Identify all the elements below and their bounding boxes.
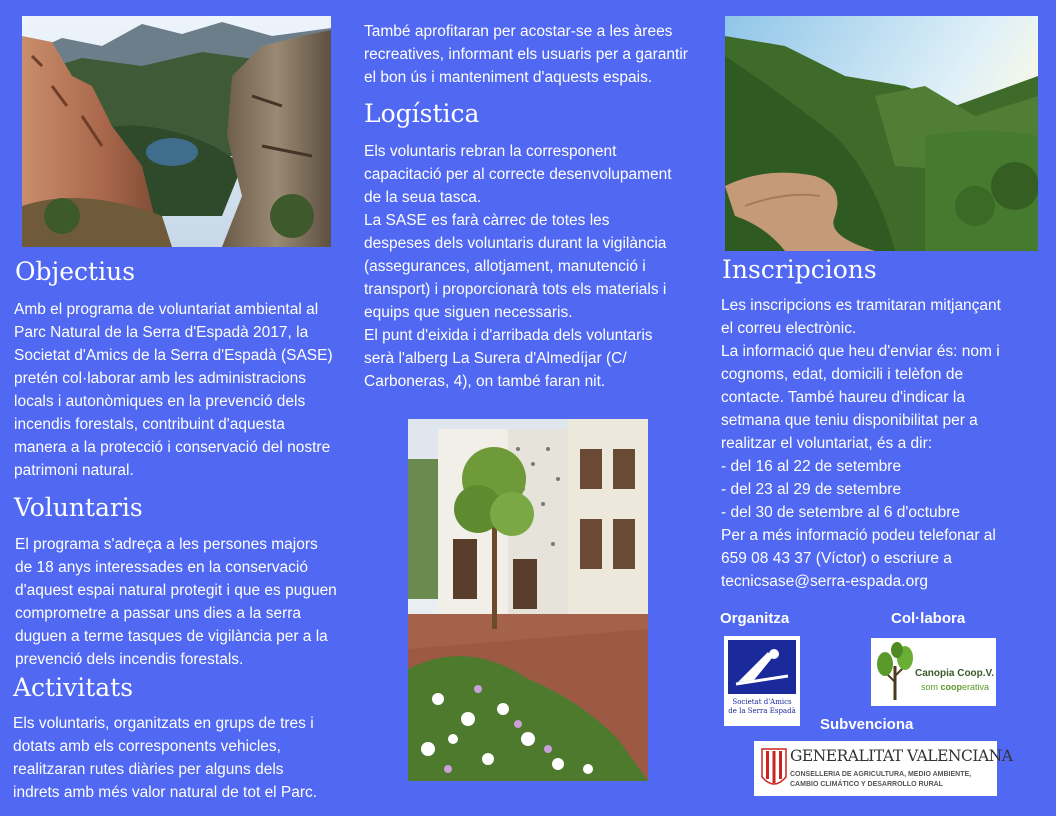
forest-road-photo — [725, 16, 1038, 251]
canopia-tagline-b: coop — [940, 682, 963, 692]
inscripcions-text: Les inscripcions es tramitaran mitjançant el correu electrònic. La informació que heu d'enviar és: nom i cognoms, edat, domicili i telèfon de contacte. També haureu d'indicar la setmana que teniu disponibilitat per a realitzar el voluntariat, és a dir: - del 16 al 22 de setembre - del 23 al 29 de setembre - del 30 de setembre al 6 d'octubre Per a més informació podeu telefonar al 659 08 43 37 (Víctor) o escriure a tecnicsase@serra-espada.org — [721, 297, 1001, 590]
logistica-title: Logística — [364, 99, 480, 128]
voluntaris-text: El programa s'adreça a les persones majors de 18 anys interessades en la conservació d'aquest espai natural protegit i que es puguen comprometre a passar uns dies a la serra duguen a terme tasques de vigilància per a la prevenció dels incendis forestals. — [15, 536, 337, 668]
generalitat-logo — [754, 741, 1013, 796]
generalitat-sub1: CONSELLERIA DE AGRICULTURA, MEDIO AMBIENTE, — [790, 771, 972, 778]
intro-text: També aprofitaran per acostar-se a les àrees recreatives, informant els usuaris per a garantir el bon ús i manteniment d'aquests espais. — [364, 23, 688, 86]
voluntaris-title: Voluntaris — [14, 493, 143, 522]
activitats-text: Els voluntaris, organitzats en grups de tres i dotats amb els corresponents vehicles, realitzaran rutes diàries per alguns dels indrets amb més valor natural de tot el Parc. — [13, 715, 318, 801]
generalitat-sub2: CAMBIO CLIMÁTICO Y DESARROLLO RURAL — [790, 781, 943, 788]
objectius-text: Amb el programa de voluntariat ambiental al Parc Natural de la Serra d'Espadà 2017, la Societat d'Amics de la Serra d'Espadà (SASE) pretén col·laborar amb les administracions locals i autonòmiques en la prevenció dels incendis forestals, contribuint d'aquesta manera a la protecció i conservació del nostre patrimoni natural. — [14, 301, 333, 479]
mountain-cliffs-photo — [22, 16, 331, 247]
sase-logo — [724, 636, 800, 726]
activitats-title: Activitats — [13, 673, 134, 702]
canopia-logo-tagline — [921, 682, 989, 692]
organitza-label: Organitza — [720, 610, 790, 627]
hostel-building-photo — [408, 419, 648, 781]
canopia-tagline-a: som — [921, 682, 941, 692]
objectius-title: Objectius — [15, 257, 136, 286]
generalitat-title: GENERALITAT VALENCIANA — [790, 747, 1013, 765]
sase-logo-line1: Societat d'Amics — [732, 698, 792, 706]
sase-logo-line2: de la Serra Espadà — [728, 707, 796, 715]
inscripcions-title: Inscripcions — [722, 255, 877, 284]
subvenciona-label: Subvenciona — [820, 716, 914, 733]
collabora-label: Col·labora — [891, 610, 966, 627]
canopia-tagline-c: erativa — [962, 682, 990, 692]
canopia-logo-name: Canopia Coop.V. — [915, 668, 995, 679]
logistica-text: Els voluntaris rebran la corresponent capacitació per al correcte desenvolupament de la seua tasca. La SASE es farà càrrec de totes les despeses dels voluntaris durant la vigilància (assegurances, allotjament, manutenció i transport) i proporcionarà tots els materials i equips que siguen necessaris. El punt d'eixida i d'arribada dels voluntaris serà l'alberg La Surera d'Almedíjar (C/ Carboneras, 4), on també faran nit. — [364, 143, 672, 390]
canopia-logo — [871, 638, 996, 706]
